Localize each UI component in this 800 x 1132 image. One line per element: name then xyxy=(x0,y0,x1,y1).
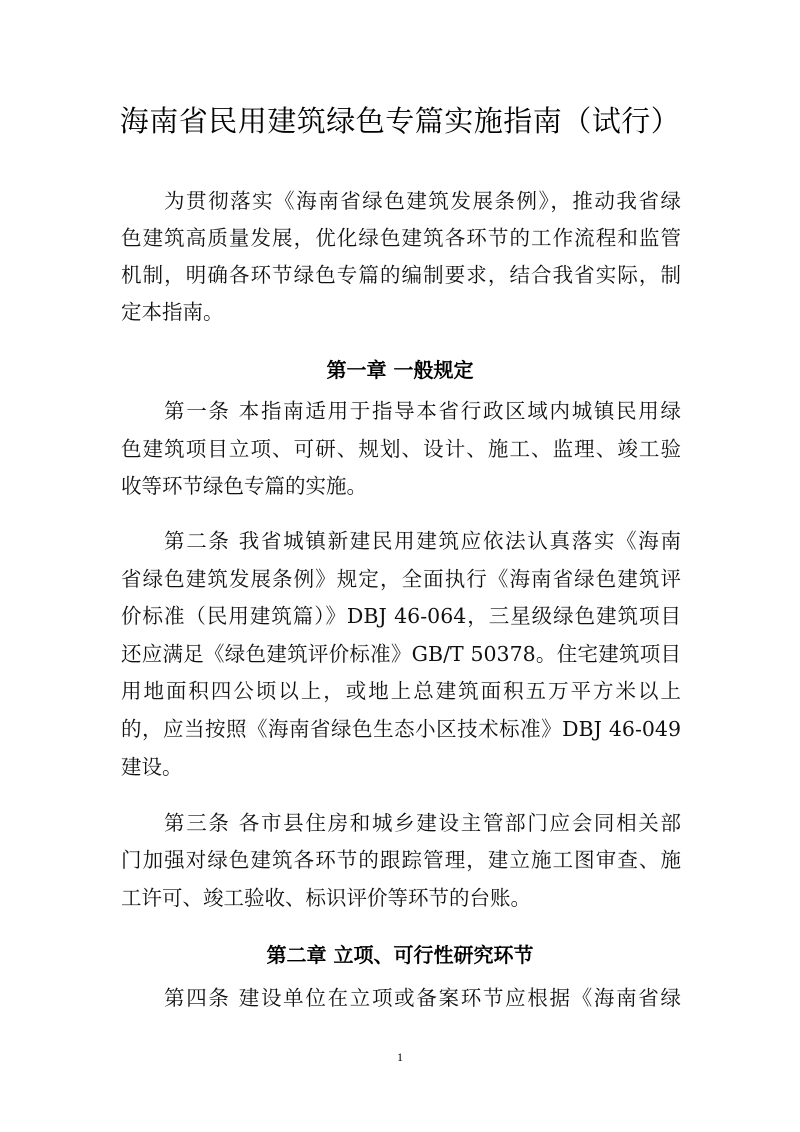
text-line: 的，应当按照《海南省绿色生态小区技术标准》DBJ 46-049 xyxy=(121,717,681,741)
text-line: 第四条 建设单位在立项或备案环节应根据《海南省绿 xyxy=(164,986,681,1010)
text-line: 第一条 本指南适用于指导本省行政区域内城镇民用绿 xyxy=(164,399,681,423)
chapter-2-heading: 第二章 立项、可行性研究环节 xyxy=(266,943,534,967)
document-title: 海南省民用建筑绿色专篇实施指南（试行） xyxy=(119,104,681,138)
text-line: 第二条 我省城镇新建民用建筑应依法认真落实《海南 xyxy=(164,529,681,553)
page-number: 1 xyxy=(397,1050,403,1064)
text-line: 定本指南。 xyxy=(121,300,224,324)
text-line: 还应满足《绿色建筑评价标准》GB/T 50378。住宅建筑项目 xyxy=(121,642,681,666)
text-line: 色建筑高质量发展，优化绿色建筑各环节的工作流程和监管 xyxy=(121,226,681,250)
chapter-1-heading: 第一章 一般规定 xyxy=(326,358,474,382)
text-line: 门加强对绿色建筑各环节的跟踪管理，建立施工图审查、施 xyxy=(121,848,681,872)
text-line: 建设。 xyxy=(121,755,183,779)
text-line: 工许可、竣工验收、标识评价等环节的台账。 xyxy=(121,886,531,910)
text-line: 价标准（民用建筑篇）》DBJ 46-064，三星级绿色建筑项目 xyxy=(121,604,681,628)
text-line: 机制，明确各环节绿色专篇的编制要求，结合我省实际，制 xyxy=(121,263,681,287)
text-line: 色建筑项目立项、可研、规划、设计、施工、监理、竣工验 xyxy=(121,437,681,461)
text-line: 用地面积四公顷以上，或地上总建筑面积五万平方米以上 xyxy=(121,679,681,703)
text-line: 第三条 各市县住房和城乡建设主管部门应会同相关部 xyxy=(164,811,681,835)
text-line: 为贯彻落实《海南省绿色建筑发展条例》，推动我省绿 xyxy=(164,189,681,213)
text-line: 收等环节绿色专篇的实施。 xyxy=(121,474,367,498)
text-line: 省绿色建筑发展条例》规定，全面执行《海南省绿色建筑评 xyxy=(121,567,681,591)
